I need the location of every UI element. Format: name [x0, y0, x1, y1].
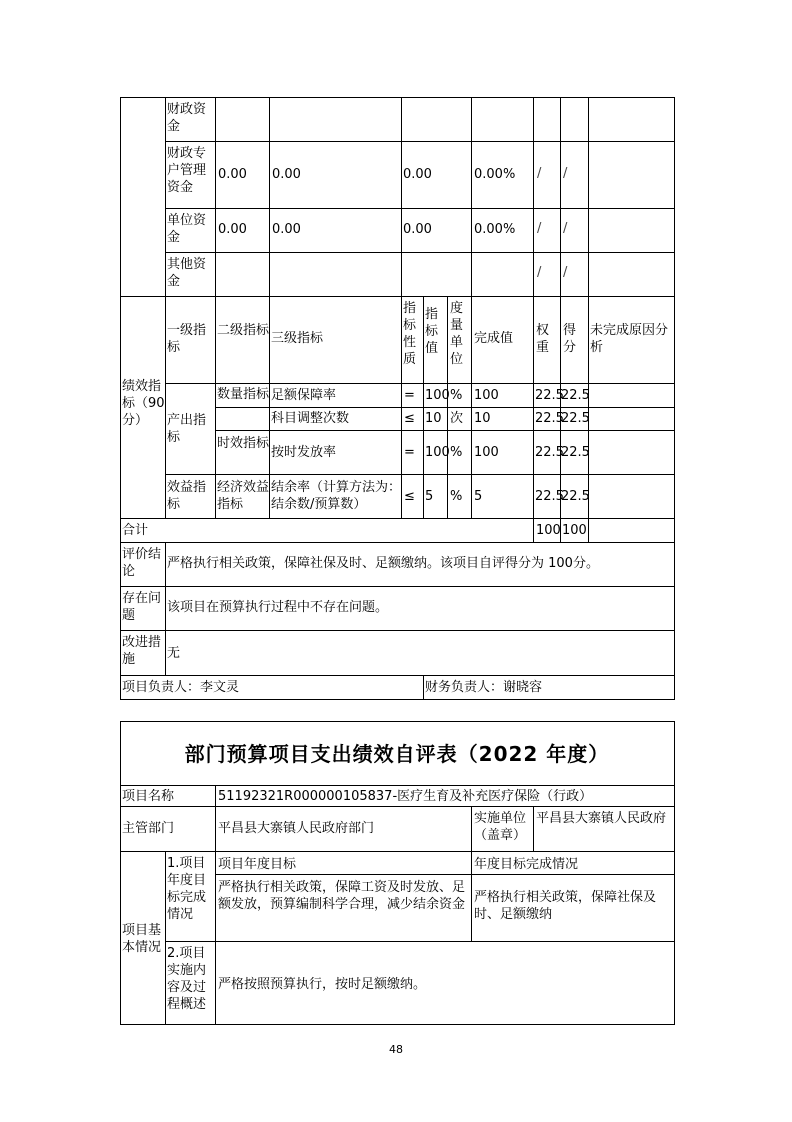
basic-info-label: 项目基本情况: [122, 923, 162, 955]
conclusion-label: 评价结论: [122, 547, 162, 579]
indicator-score: 22.5: [561, 388, 590, 403]
problems-label: 存在问题: [122, 591, 162, 623]
indicator-score: 22.5: [561, 445, 590, 460]
project-name-label: 项目名称: [122, 789, 175, 804]
indicator-score: 22.5: [561, 489, 590, 504]
page-number: 48: [389, 1043, 403, 1056]
total-weight: 100: [536, 523, 561, 538]
indicator-value: 100: [425, 445, 450, 460]
header-score: 得分: [563, 323, 577, 355]
finance-lead: 财务负责人：谢晓容: [425, 680, 543, 695]
fund-special-s2: /: [563, 166, 568, 181]
fund-other-s2: /: [563, 265, 568, 280]
indicator-nature: ≤: [404, 411, 415, 426]
conclusion-text: 严格执行相关政策，保障社保及时、足额缴纳。该项目自评得分为 100分。: [167, 556, 599, 571]
year-done-text: 严格执行相关政策，保障社保及时、足额缴纳: [474, 890, 657, 922]
output-indicator-label: 产出指标: [167, 413, 207, 445]
indicator-weight: 22.5: [535, 489, 564, 504]
indicator-unit: 次: [450, 411, 464, 426]
economic-indicator-label: 经济效益指标: [217, 480, 270, 512]
perf-indicator-label: 绩效指标（90分）: [122, 379, 165, 428]
impl-unit-label: 实施单位（盖章）: [474, 811, 527, 843]
header-unit: 度量单位: [450, 301, 464, 367]
header-value: 指标值: [425, 307, 439, 356]
indicator-unit: %: [450, 489, 463, 504]
total-score: 100: [562, 523, 587, 538]
year-goal-label: 项目年度目标: [218, 857, 297, 872]
improve-label: 改进措施: [122, 635, 162, 667]
fund-label-special: 财政专户管理资金: [167, 146, 207, 195]
indicator-weight: 22.5: [535, 388, 564, 403]
indicator-name: 按时发放率: [271, 445, 337, 460]
indicator-value: 100: [425, 388, 450, 403]
total-label: 合计: [122, 523, 149, 538]
indicator-unit: %: [450, 388, 463, 403]
dept-value: 平昌县大寨镇人民政府部门: [218, 821, 375, 836]
header-reason: 未完成原因分析: [590, 323, 669, 355]
fund-unit-s2: /: [563, 221, 568, 236]
indicator-name: 结余率（计算方法为：结余数/预算数）: [271, 480, 402, 512]
project-lead: 项目负责人：李文灵: [122, 680, 240, 695]
indicator-value: 10: [425, 411, 442, 426]
header-level1: 一级指标: [167, 323, 207, 355]
year-done-label: 年度目标完成情况: [474, 857, 579, 872]
header-weight: 权重: [536, 323, 550, 355]
impl-content-label: 2.项目实施内容及过程概述: [167, 946, 207, 1012]
header-completed: 完成值: [474, 331, 514, 346]
indicator-nature: =: [404, 388, 415, 403]
fund-special-v2: 0.00: [272, 167, 301, 182]
fund-unit-v2: 0.00: [272, 222, 301, 237]
indicator-value: 5: [425, 489, 434, 504]
dept-label: 主管部门: [122, 821, 175, 836]
improve-text: 无: [167, 646, 181, 661]
impl-content-text: 严格按照预算执行，按时足额缴纳。: [218, 977, 427, 992]
indicator-weight: 22.5: [535, 411, 564, 426]
quantity-indicator-label: 数量指标: [217, 387, 270, 402]
fund-special-v3: 0.00: [403, 167, 432, 182]
indicator-completed: 100: [474, 388, 499, 403]
indicator-completed: 5: [474, 489, 483, 504]
indicator-weight: 22.5: [535, 445, 564, 460]
fund-special-s1: /: [537, 166, 542, 181]
header-level3: 三级指标: [271, 331, 324, 346]
problems-text: 该项目在预算执行过程中不存在问题。: [167, 600, 389, 615]
goal-completion-label: 1.项目年度目标完成情况: [167, 856, 207, 922]
form-title: 部门预算项目支出绩效自评表（2022 年度）: [184, 742, 610, 766]
indicator-nature: =: [404, 445, 415, 460]
header-level2: 二级指标: [217, 323, 270, 338]
indicator-unit: %: [450, 445, 463, 460]
fund-special-v1: 0.00: [218, 167, 247, 182]
fund-label-other: 其他资金: [167, 257, 207, 289]
header-nature: 指标性质: [403, 301, 417, 367]
indicator-completed: 100: [474, 445, 499, 460]
indicator-score: 22.5: [561, 411, 590, 426]
fund-unit-v3: 0.00: [403, 222, 432, 237]
fund-label-unit: 单位资金: [167, 213, 207, 245]
project-name-value: 51192321R000000105837-医疗生育及补充医疗保险（行政）: [218, 789, 593, 804]
indicator-name: 足额保障率: [271, 388, 337, 403]
fund-label-fiscal: 财政资金: [167, 102, 207, 134]
benefit-indicator-label: 效益指标: [167, 480, 207, 512]
fund-unit-s1: /: [537, 221, 542, 236]
indicator-completed: 10: [474, 411, 491, 426]
year-goal-text: 严格执行相关政策，保障工资及时发放、足额发放，预算编制科学合理，减少结余资金: [218, 880, 466, 912]
fund-unit-v1: 0.00: [218, 222, 247, 237]
fund-other-s1: /: [537, 265, 542, 280]
fund-special-v4: 0.00%: [474, 167, 516, 182]
indicator-nature: ≤: [404, 489, 415, 504]
timeliness-indicator-label: 时效指标: [217, 436, 270, 451]
indicator-name: 科目调整次数: [271, 411, 350, 426]
impl-unit-value: 平昌县大寨镇人民政府: [536, 811, 667, 826]
fund-unit-v4: 0.00%: [474, 222, 516, 237]
